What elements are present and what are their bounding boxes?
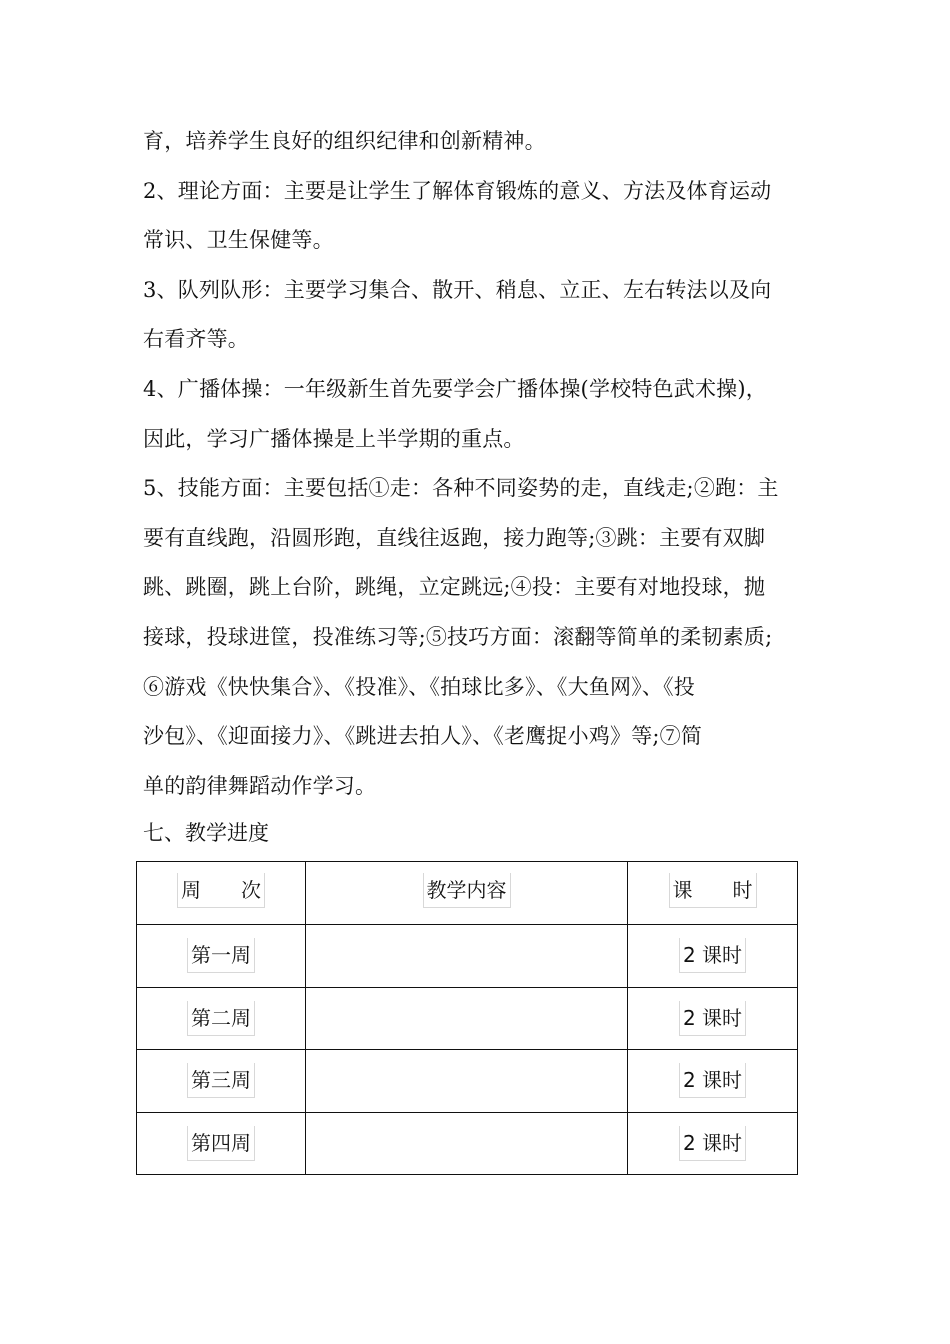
text-line: 3、队列队形：主要学习集合、散开、稍息、立正、左右转法以及向	[143, 277, 772, 302]
header-content	[306, 862, 628, 925]
hours-unit: 课时	[702, 943, 743, 968]
hours-label	[679, 1001, 746, 1036]
hours-cell	[628, 1112, 798, 1175]
hours-number: 2	[682, 943, 696, 968]
week-cell	[137, 1050, 306, 1113]
text-line: 单的韵律舞蹈动作学习。	[143, 773, 377, 798]
section-heading: 七、教学进度	[143, 821, 269, 845]
hours-cell	[628, 1050, 798, 1113]
hours-number: 2	[682, 1068, 696, 1093]
header-week	[137, 862, 306, 925]
hours-cell	[628, 987, 798, 1050]
week-cell	[137, 1112, 306, 1175]
content-cell	[306, 925, 628, 988]
header-hours	[628, 862, 798, 925]
table-row	[137, 925, 798, 988]
text-line: 因此，学习广播体操是上半学期的重点。	[143, 426, 525, 451]
week-label: 第三周	[187, 1063, 255, 1098]
text-line: 右看齐等。	[143, 327, 249, 352]
text-line: 要有直线跑，沿圆形跑，直线往返跑，接力跑等;③跳：主要有双脚	[143, 525, 766, 550]
hours-number: 2	[682, 1005, 696, 1030]
content-cell	[306, 987, 628, 1050]
text-line: 4、广播体操：一年级新生首先要学会广播体操(学校特色武术操)，	[143, 376, 767, 401]
header-content-label: 教学内容	[423, 873, 511, 908]
text-line: 育，培养学生良好的组织纪律和创新精神。	[143, 129, 546, 153]
week-label: 第二周	[187, 1001, 255, 1036]
table-row	[137, 1112, 798, 1175]
table-row	[137, 987, 798, 1050]
hours-unit: 课时	[702, 1005, 743, 1030]
text-line: 2、理论方面：主要是让学生了解体育锻炼的意义、方法及体育运动	[143, 178, 772, 203]
header-week-label: 周 次	[177, 873, 265, 908]
text-line: 常识、卫生保健等。	[143, 228, 334, 253]
table-header-row	[137, 862, 798, 925]
hours-label	[679, 938, 746, 973]
hours-label	[679, 1126, 746, 1161]
hours-label	[679, 1063, 746, 1098]
header-hours-label: 课 时	[669, 873, 757, 908]
text-line: 接球，投球进筐，投准练习等;⑤技巧方面：滚翻等简单的柔韧素质;	[143, 624, 773, 649]
text-line: 沙包》、《迎面接力》、《跳进去拍人》、《老鹰捉小鸡》等;⑦简	[143, 724, 703, 749]
week-label: 第四周	[187, 1126, 255, 1161]
body-text	[143, 117, 815, 811]
week-label: 第一周	[187, 938, 255, 973]
week-cell	[137, 987, 306, 1050]
content-cell	[306, 1050, 628, 1113]
hours-cell	[628, 925, 798, 988]
text-line: 5、技能方面：主要包括①走：各种不同姿势的走，直线走;②跑：主	[143, 476, 779, 501]
hours-number: 2	[682, 1130, 696, 1155]
table-row	[137, 1050, 798, 1113]
week-cell	[137, 925, 306, 988]
content-cell	[306, 1112, 628, 1175]
hours-unit: 课时	[702, 1130, 743, 1155]
text-line: ⑥游戏《快快集合》、《投准》、《拍球比多》、《大鱼网》、《投	[143, 674, 695, 699]
text-line: 跳、跳圈，跳上台阶，跳绳，立定跳远;④投：主要有对地投球，抛	[143, 575, 766, 600]
teaching-schedule-table	[136, 861, 798, 1175]
hours-unit: 课时	[702, 1068, 743, 1093]
